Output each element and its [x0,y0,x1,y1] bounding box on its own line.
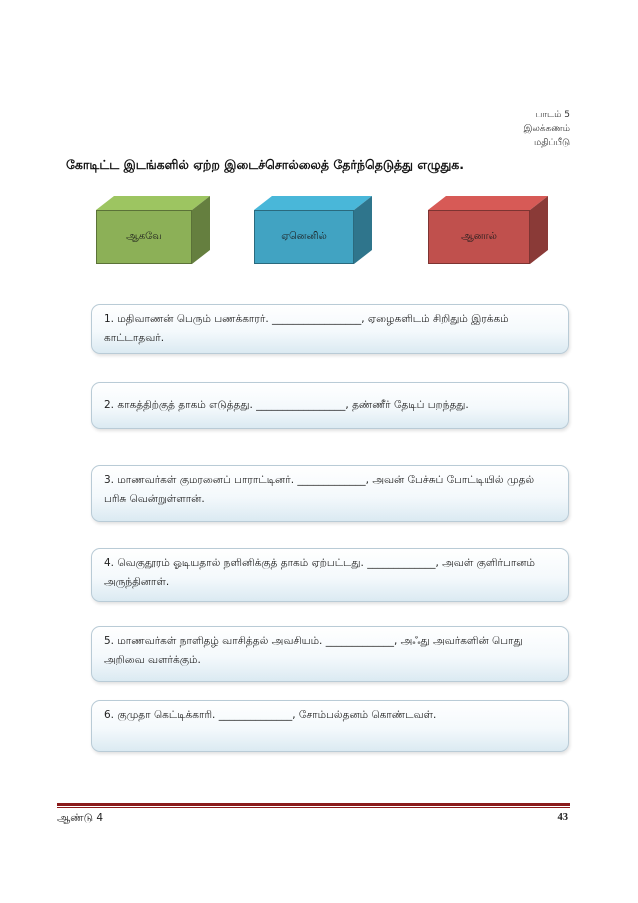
lesson-topic: இலக்கணம் [523,124,570,134]
option-label: ஏனெனில் [281,231,327,242]
option-box-yenenil [254,196,372,264]
question-4: 4. வெகுதூரம் ஓடியதால் நளினிக்குத் தாகம் ஏற்பட்டது. _____________, அவள் குளிர்பானம் அருந்தினாள். [91,548,569,602]
question-1: 1. மதிவாணன் பெரும் பணக்காரர். _________________, ஏழைகளிடம் சிறிதும் இரக்கம் காட்டாதவர். [91,304,569,354]
box-front-face [428,210,530,264]
box-front-face [96,210,192,264]
question-6: 6. குமுதா கெட்டிக்காரி. ______________, சோம்பல்தனம் கொண்டவள். [91,700,569,752]
option-box-aagave [96,196,210,264]
question-2: 2. காகத்திற்குத் தாகம் எடுத்தது. _________________, தண்ணீர் தேடிப் பறந்தது. [91,382,569,429]
box-top-face [428,196,548,210]
option-label: ஆனால் [461,231,497,242]
footer-year: ஆண்டு 4 [57,812,104,824]
question-3: 3. மாணவர்கள் குமரனைப் பாராட்டினர். _____________, அவன் பேச்சுப் போட்டியில் முதல் பரிசு வென்றுள்ளான். [91,465,569,522]
lesson-number: பாடம் 5 [535,110,570,120]
page-number: 43 [557,812,568,823]
footer-rule [57,803,570,806]
lesson-header [524,108,570,150]
question-5: 5. மாணவர்கள் நாளிதழ் வாசித்தல் அவசியம். _____________, அஃது அவர்களின் பொது அறிவை வளர்க்கும். [91,626,569,682]
option-label: ஆகவே [126,231,162,242]
box-top-face [254,196,372,210]
footer-rule-thin [57,807,570,808]
instruction-title: கோடிட்ட இடங்களில் ஏற்ற இடைச்சொல்லைத் தேர்ந்தெடுத்து எழுதுக. [66,157,465,172]
box-top-face [96,196,210,210]
lesson-section: மதிப்பீடு [533,138,570,148]
option-box-aanaal [428,196,548,264]
box-front-face [254,210,354,264]
